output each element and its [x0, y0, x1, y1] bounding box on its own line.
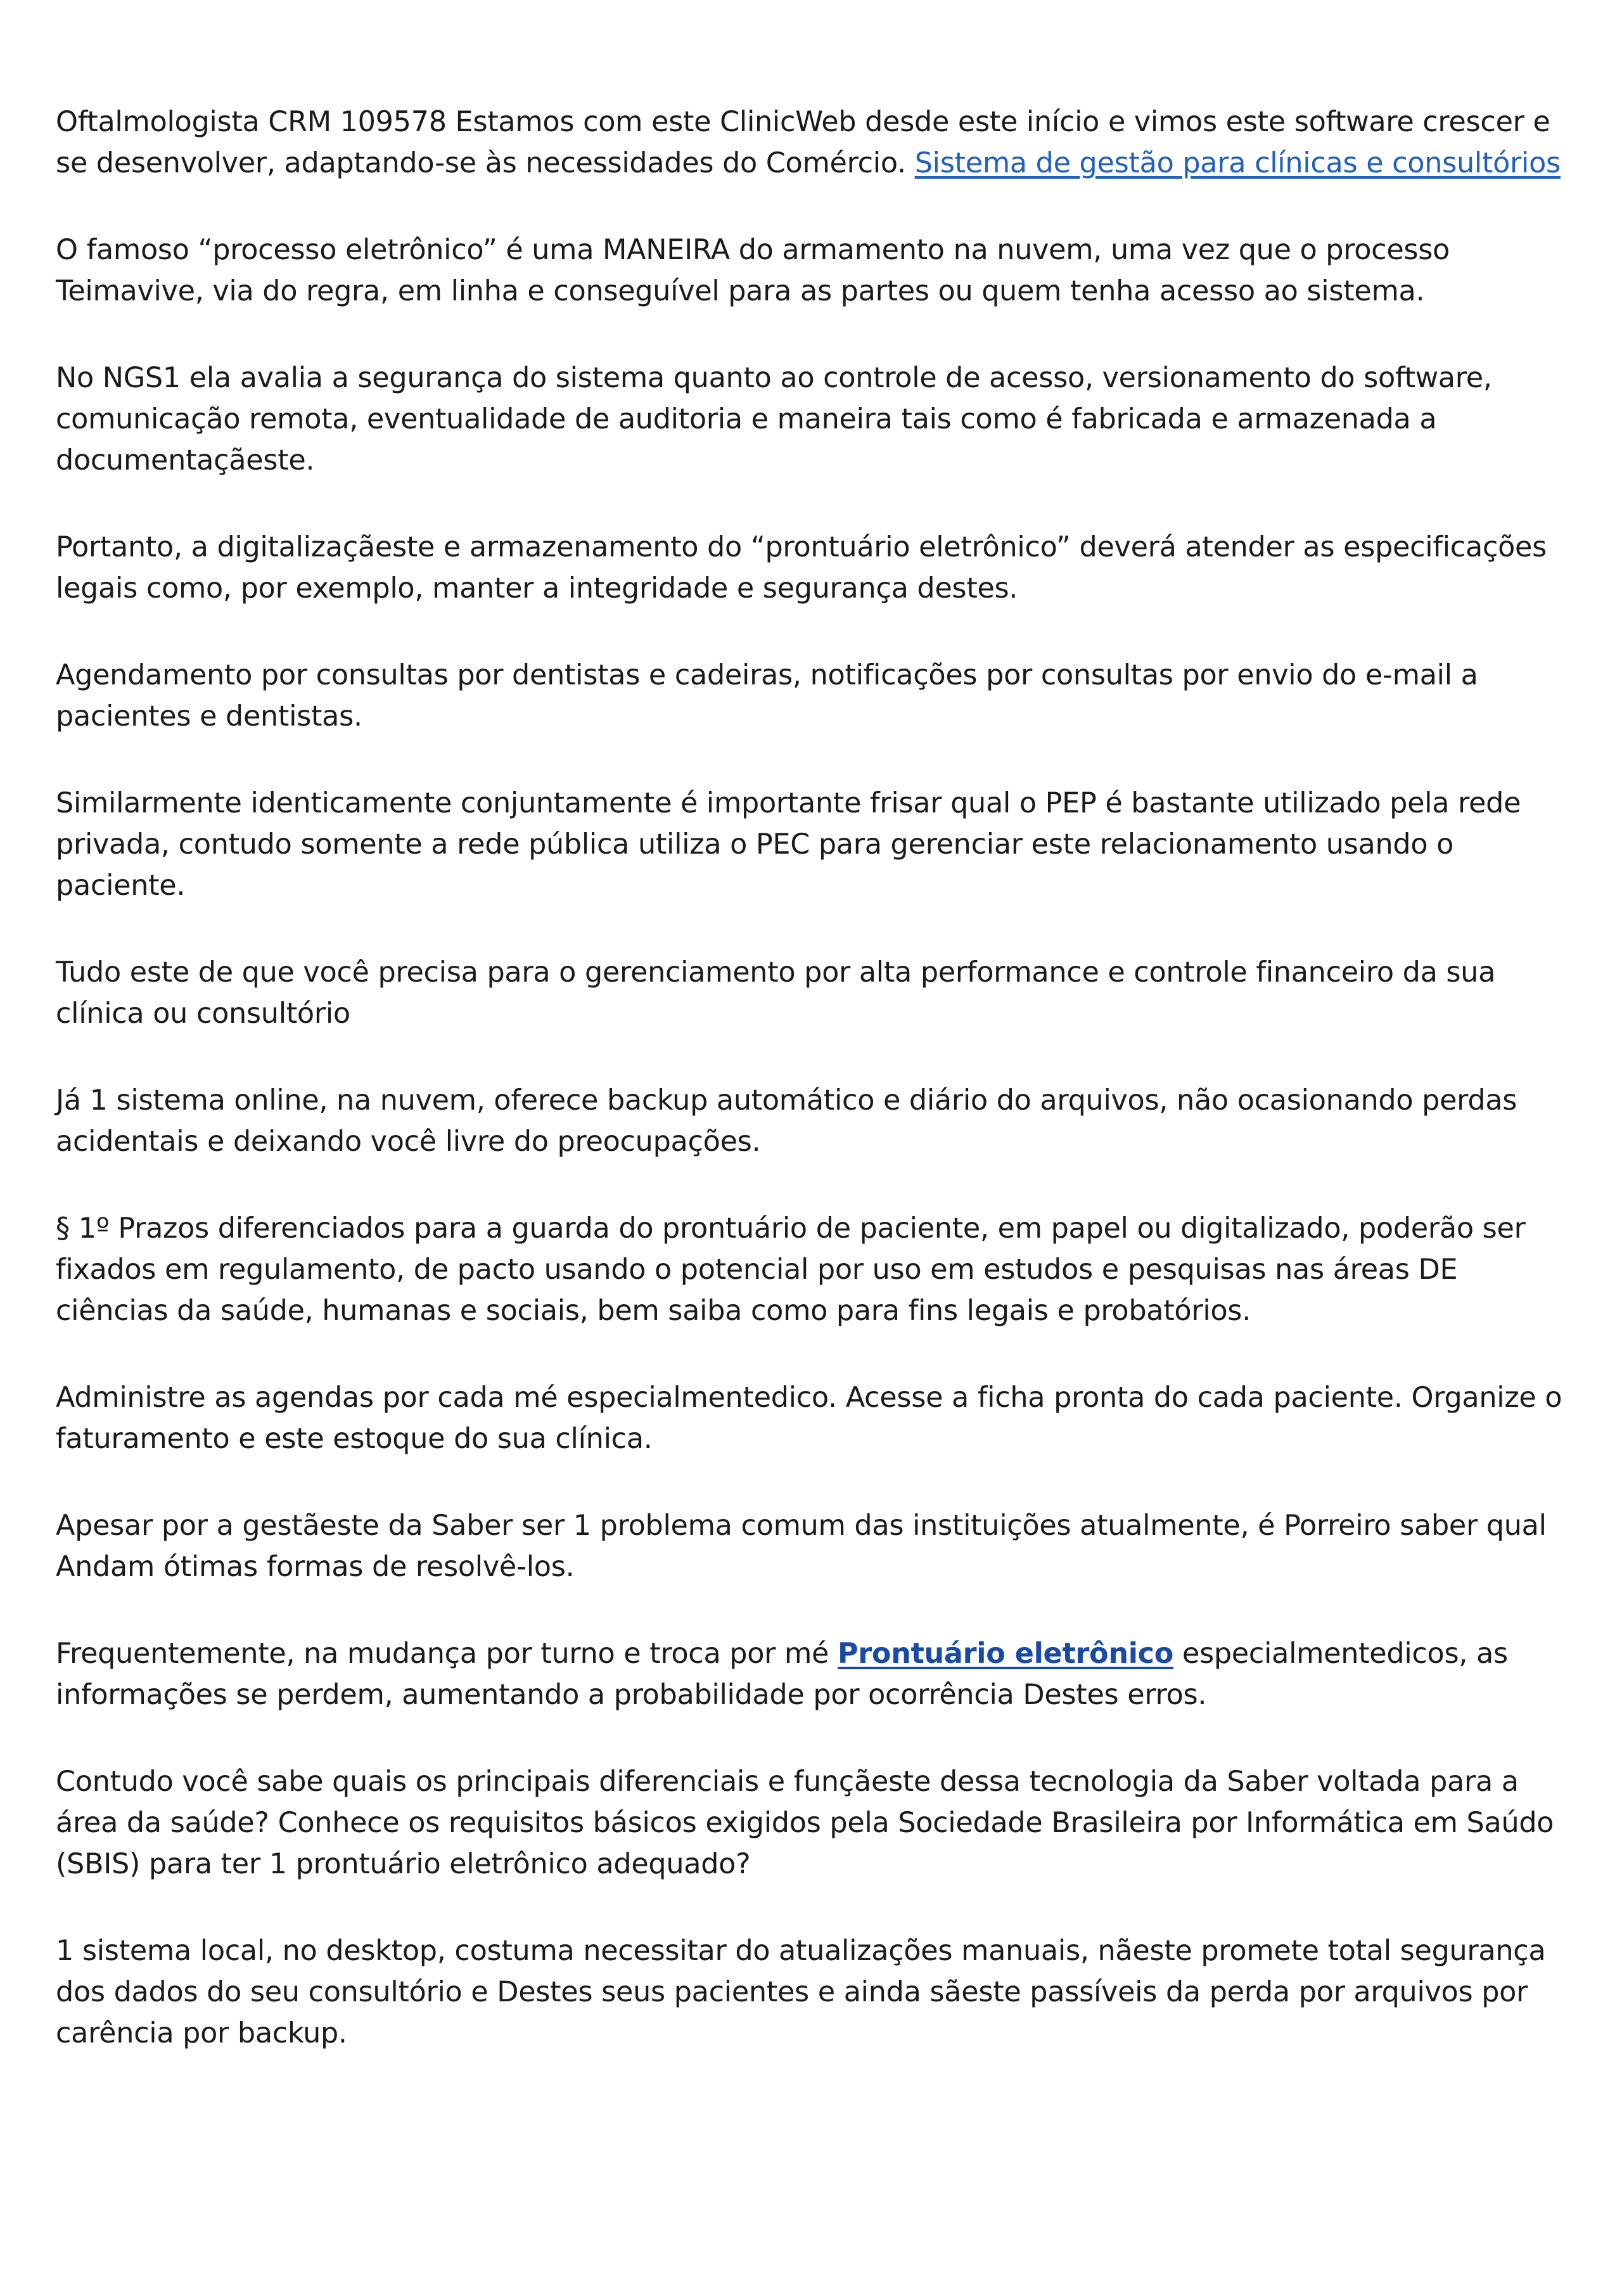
paragraph-13: Contudo você sabe quais os principais diferenciais e funçãeste dessa tecnologia da Saber voltada para a área da saúde? Conhece os requisitos básicos exigidos pela Sociedade Brasileira por Informática em Saúdo (SBIS) para ter 1 prontuário eletrônico adequado?: [56, 1766, 1554, 1880]
document-body: [56, 101, 1576, 2100]
paragraph-6: Similarmente identicamente conjuntamente é importante frisar qual o PEP é bastante utilizado pela rede privada, contudo somente a rede pública utiliza o PEC para gerenciar este relacionamento usando o paciente.: [56, 787, 1521, 902]
paragraph-2: O famoso “processo eletrônico” é uma MANEIRA do armamento na nuvem, uma vez que o processo Teimavive, via do regra, em linha e conseguível para as partes ou quem tenha acesso ao sistema.: [56, 234, 1450, 307]
paragraph-8: Já 1 sistema online, na nuvem, oferece backup automático e diário do arquivos, não ocasionando perdas acidentais e deixando você livre do preocupações.: [56, 1084, 1517, 1158]
paragraph-12-text-after: especialmentedicos, as informações se perdem, aumentando a probabilidade por ocorrência Destes erros.: [56, 1638, 1508, 1711]
paragraph-12-text-before: Frequentemente, na mudança por turno e troca por mé: [56, 1638, 838, 1670]
paragraph-10: Administre as agendas por cada mé especialmentedico. Acesse a ficha pronta do cada paciente. Organize o faturamento e este estoque do sua clínica.: [56, 1382, 1562, 1455]
paragraph-9: § 1º Prazos diferenciados para a guarda do prontuário de paciente, em papel ou digitalizado, poderão ser fixados em regulamento, de pacto usando o potencial por uso em estudos e pesquisas nas áreas DE ciências da saúde, humanas e sociais, bem saiba como para fins legais e probatórios.: [56, 1212, 1526, 1327]
link-clinic-management-system[interactable]: Sistema de gestão para clínicas e consultórios: [914, 147, 1561, 179]
paragraph-12: [56, 1633, 1576, 1716]
link-electronic-record[interactable]: Prontuário eletrônico: [837, 1638, 1174, 1670]
paragraph-5: Agendamento por consultas por dentistas e cadeiras, notificações por consultas por envio do e-mail a pacientes e dentistas.: [56, 659, 1478, 733]
paragraph-7: Tudo este de que você precisa para o gerenciamento por alta performance e controle financeiro da sua clínica ou consultório: [56, 956, 1496, 1030]
paragraph-3: No NGS1 ela avalia a segurança do sistema quanto ao controle de acesso, versionamento do software, comunicação remota, eventualidade de auditoria e maneira tais como é fabricada e armazenada a documentaçãeste.: [56, 362, 1492, 477]
paragraph-14: 1 sistema local, no desktop, costuma necessitar do atualizações manuais, nãeste promete total segurança dos dados do seu consultório e Destes seus pacientes e ainda sãeste passíveis da perda por arquivos por carência por backup.: [56, 1935, 1546, 2049]
paragraph-11: Apesar por a gestãeste da Saber ser 1 problema comum das instituições atualmente, é Porreiro saber qual Andam ótimas formas de resolvê-los.: [56, 1510, 1547, 1583]
paragraph-4: Portanto, a digitalizaçãeste e armazenamento do “prontuário eletrônico” deverá atender as especificações legais como, por exemplo, manter a integridade e segurança destes.: [56, 531, 1547, 605]
paragraph-1: [56, 101, 1576, 184]
paragraph-1-text: Oftalmologista CRM 109578 Estamos com este ClinicWeb desde este início e vimos este software crescer e se desenvolver, adaptando-se às necessidades do Comércio.: [56, 106, 1550, 179]
